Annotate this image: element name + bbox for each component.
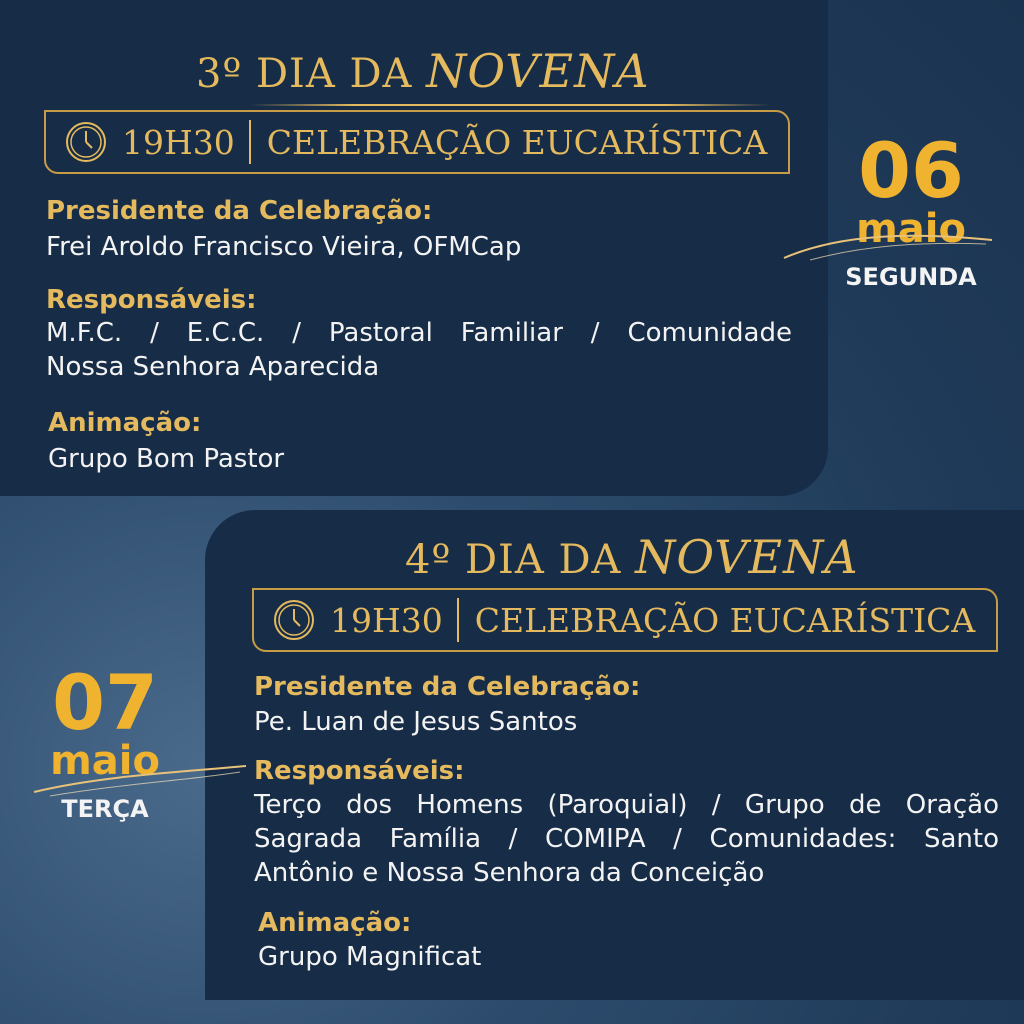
day3-title-script: NOVENA — [426, 44, 650, 98]
day3-title-prefix: 3º DIA DA — [196, 51, 427, 97]
day3-date-day: 06 — [858, 126, 964, 215]
day3-time-box — [44, 110, 790, 174]
day3-animation-label: Animação: — [48, 408, 202, 438]
day4-date-month: maio — [50, 738, 160, 784]
day4-time-separator — [457, 598, 459, 642]
day4-time-box — [252, 588, 998, 652]
day3-president-label: Presidente da Celebração: — [46, 196, 433, 226]
clock-icon — [272, 598, 316, 642]
day3-responsibles-label: Responsáveis: — [46, 285, 257, 315]
day4-animation: Grupo Magnificat — [258, 942, 482, 972]
day3-date-swoosh — [780, 226, 996, 266]
day3-time-separator — [249, 120, 251, 164]
day3-president: Frei Aroldo Francisco Vieira, OFMCap — [46, 232, 522, 262]
day3-responsibles-line1: M.F.C. / E.C.C. / Pastoral Familiar / Comunidade — [46, 318, 792, 348]
day3-date-month: maio — [856, 206, 966, 252]
day4-responsibles-line2: Sagrada Família / COMIPA / Comunidades: Santo — [254, 824, 999, 854]
day4-responsibles-label: Responsáveis: — [254, 756, 465, 786]
day3-title-divider — [250, 104, 770, 106]
day4-date-swoosh — [30, 762, 250, 802]
day3-title — [196, 44, 650, 98]
day4-weekday: TERÇA — [61, 795, 149, 823]
day4-date-day: 07 — [52, 658, 158, 747]
day3-responsibles-line2: Nossa Senhora Aparecida — [46, 352, 380, 382]
day4-president-label: Presidente da Celebração: — [254, 672, 641, 702]
day4-title — [405, 530, 859, 584]
day4-president: Pe. Luan de Jesus Santos — [254, 707, 578, 737]
day3-celebration: CELEBRAÇÃO EUCARÍSTICA — [266, 122, 768, 162]
day4-title-script: NOVENA — [635, 530, 859, 584]
day4-responsibles-line3: Antônio e Nossa Senhora da Conceição — [254, 858, 765, 888]
day3-weekday: SEGUNDA — [845, 263, 977, 291]
day4-animation-label: Animação: — [258, 908, 412, 938]
day3-time: 19H30 — [122, 122, 235, 162]
day4-celebration: CELEBRAÇÃO EUCARÍSTICA — [474, 600, 976, 640]
day4-responsibles-line1: Terço dos Homens (Paroquial) / Grupo de Oração — [254, 790, 999, 820]
day4-time: 19H30 — [330, 600, 443, 640]
day3-animation: Grupo Bom Pastor — [48, 444, 285, 474]
day4-title-prefix: 4º DIA DA — [405, 537, 636, 583]
day3-date — [826, 126, 996, 292]
clock-icon — [64, 120, 108, 164]
